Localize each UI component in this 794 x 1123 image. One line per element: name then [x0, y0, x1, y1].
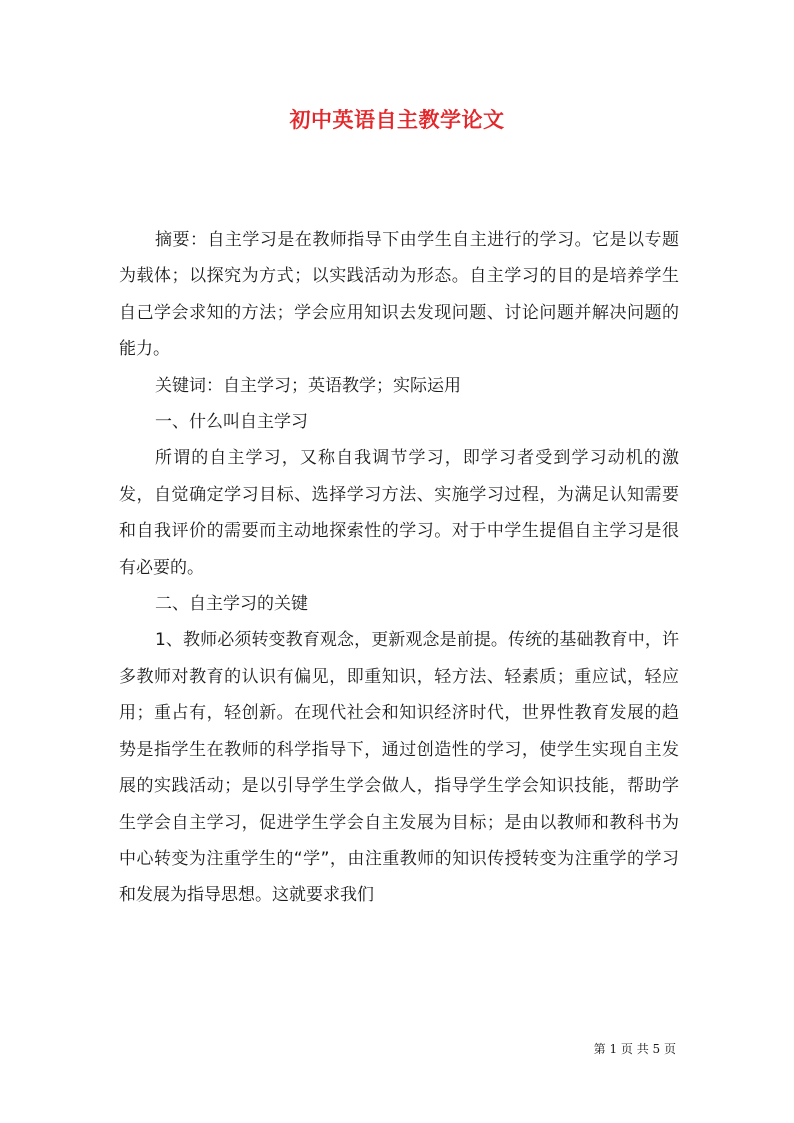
- section-heading-1: 一、什么叫自主学习: [155, 412, 308, 433]
- section-heading-2: 二、自主学习的关键: [155, 594, 308, 615]
- document-body: [119, 222, 679, 914]
- document-title: 初中英语自主教学论文: [289, 107, 505, 132]
- body-paragraph: 所谓的自主学习，又称自我调节学习，即学习者受到学习动机的激发，自觉确定学习目标、选择学习方法、实施学习过程，为满足认知需要和自我评价的需要而主动地探索性的学习。对于中学生提倡自主学习是很有必要的。: [119, 448, 679, 578]
- page-number: 第 1 页 共 5 页: [593, 1042, 676, 1056]
- keywords-paragraph: 关键词：自主学习；英语教学；实际运用: [155, 375, 461, 396]
- body-paragraph: 1、教师必须转变教育观念，更新观念是前提。传统的基础教育中，许多教师对教育的认识有偏见，即重知识，轻方法、轻素质；重应试，轻应用；重占有，轻创新。在现代社会和知识经济时代，世界性教育发展的趋势是指学生在教师的科学指导下，通过创造性的学习，使学生实现自主发展的实践活动；是以引导学生学会做人，指导学生学会知识技能，帮助学生学会自主学习，促进学生学会自主发展为目标；是由以教师和教科书为中心转变为注重学生的“学”，由注重教师的知识传授转变为注重学的学习和发展为指导思想。这就要求我们: [119, 630, 679, 906]
- abstract-paragraph: 摘要：自主学习是在教师指导下由学生自主进行的学习。它是以专题为载体；以探究为方式；以实践活动为形态。自主学习的目的是培养学生自己学会求知的方法；学会应用知识去发现问题、讨论问题并解决问题的能力。: [119, 230, 679, 360]
